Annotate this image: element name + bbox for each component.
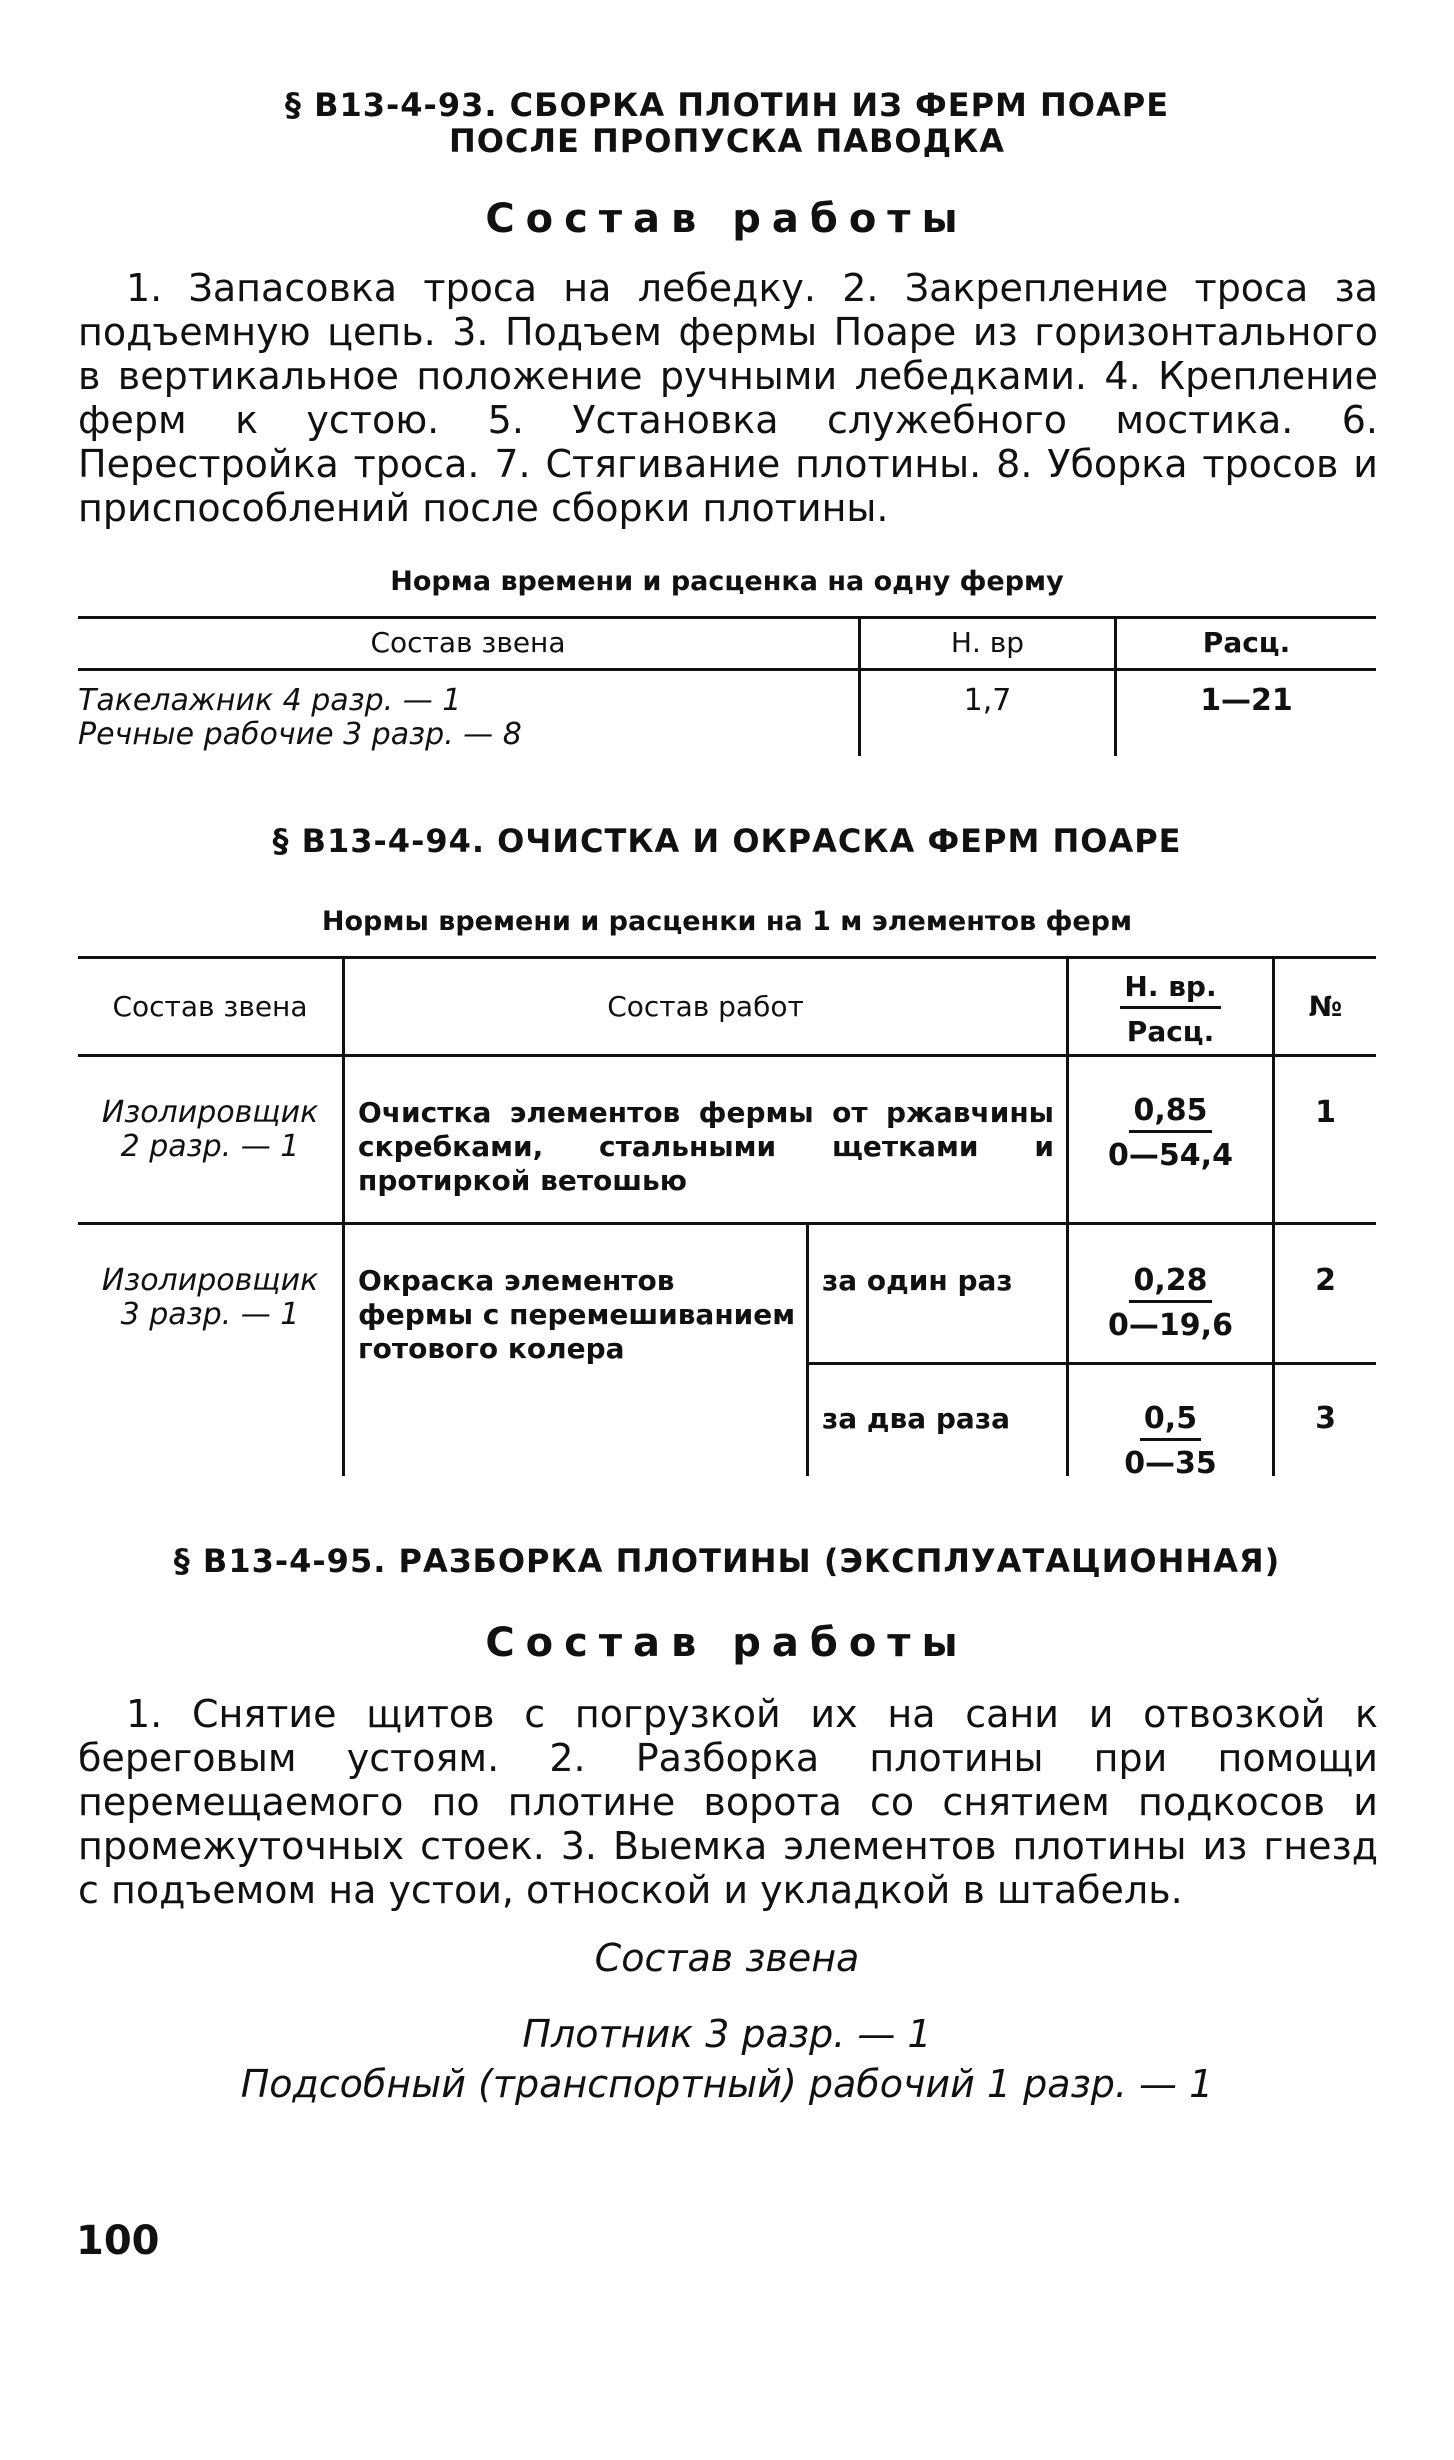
table-rule [806,1362,1376,1365]
header-crew: Состав звена [370,626,566,659]
row3-variant: за два раза [822,1402,1010,1435]
row1-work: Очистка элементов фермы от ржавчины скребками, стальными щетками и протиркой ветошью [358,1096,1054,1197]
section-93-title-line2: ПОСЛЕ ПРОПУСКА ПАВОДКА [448,122,1006,160]
section-95-work-heading: Состав работы [485,1620,969,1666]
row1-rate: 0—54,4 [1108,1138,1233,1173]
header-rate: Расц. [1126,1015,1215,1048]
row2-rate: 0—19,6 [1108,1308,1233,1343]
section-95-crew-heading: Состав звена [594,1936,860,1980]
table-rule [78,1222,1376,1225]
row3-number: 3 [1315,1401,1336,1436]
section-94-title: § В13-4-94. ОЧИСТКА И ОКРАСКА ФЕРМ ПОАРЕ [272,822,1182,860]
header-number: № [1308,990,1343,1023]
crew-line-1: Такелажник 4 разр. — 1 [78,683,462,718]
row2-norm-rate [1069,1262,1272,1345]
row1-norm-rate [1069,1092,1272,1175]
table-column-divider [1272,956,1275,1476]
header-norm-rate [1069,968,1272,1051]
header-rate: Расц. [1202,626,1291,659]
table-rule [78,956,1376,959]
row2-work: Окраска элементов фермы с перемешиванием готового колера [358,1264,796,1365]
table-column-divider [342,956,345,1476]
section-95-work-text: 1. Снятие щитов с погрузкой их на сани и отвозкой к береговым устоям. 2. Разборка плотины при помощи перемещаемого по плотине ворота со снятием подкосов и промежуточных стоек. 3. Выемка элементов плотины из гнезд с подъемом на устои, отноской и укладкой в штабель. [78,1692,1378,1912]
row3-norm-rate [1069,1400,1272,1483]
section-95-crew-line1: Плотник 3 разр. — 1 [522,2012,932,2056]
row3-rate: 0—35 [1124,1446,1217,1481]
section-93-work-heading: Состав работы [485,196,969,242]
row1-crew-line1: Изолировщик [101,1095,319,1130]
norm-value: 1,7 [963,683,1012,718]
table-rule [78,616,1376,619]
rate-value: 1—21 [1200,683,1293,718]
table-column-divider [806,1222,809,1476]
row2-variant: за один раз [822,1264,1013,1297]
row2-norm: 0,28 [1129,1262,1211,1303]
section-94-table-caption: Нормы времени и расценки на 1 м элементов ферм [321,906,1133,937]
row1-crew-line2: 2 разр. — 1 [120,1129,300,1164]
section-95-title: § В13-4-95. РАЗБОРКА ПЛОТИНЫ (ЭКСПЛУАТАЦИОННАЯ) [173,1542,1281,1580]
header-crew: Состав звена [112,990,308,1023]
header-norm: Н. вр. [1120,968,1220,1009]
row2-crew-line1: Изолировщик [101,1263,319,1298]
page-number: 100 [76,2218,160,2264]
row2-crew-line2: 3 разр. — 1 [120,1297,300,1332]
row1-number: 1 [1315,1095,1336,1130]
header-work: Состав работ [607,990,804,1023]
table-rule [78,1054,1376,1057]
row3-norm: 0,5 [1140,1400,1201,1441]
section-93-work-text: 1. Запасовка троса на лебедку. 2. Закрепление троса за подъемную цепь. 3. Подъем фермы Поаре из горизонтального в вертикальное положение ручными лебедками. 4. Крепление ферм к устою. 5. Установка служебного мостика. 6. Перестройка троса. 7. Стягивание плотины. 8. Уборка тросов и приспособлений после сборки плотины. [78,266,1378,530]
row2-number: 2 [1315,1263,1336,1298]
row1-norm: 0,85 [1129,1092,1211,1133]
crew-line-2: Речные рабочие 3 разр. — 8 [78,717,522,752]
section-93-title-line1: § В13-4-93. СБОРКА ПЛОТИН ИЗ ФЕРМ ПОАРЕ [284,86,1170,124]
section-95-crew-line2: Подсобный (транспортный) рабочий 1 разр. — 1 [240,2062,1214,2106]
section-93-table-caption: Норма времени и расценка на одну ферму [390,566,1064,597]
header-norm: Н. вр [950,626,1025,659]
table-rule [78,668,1376,671]
